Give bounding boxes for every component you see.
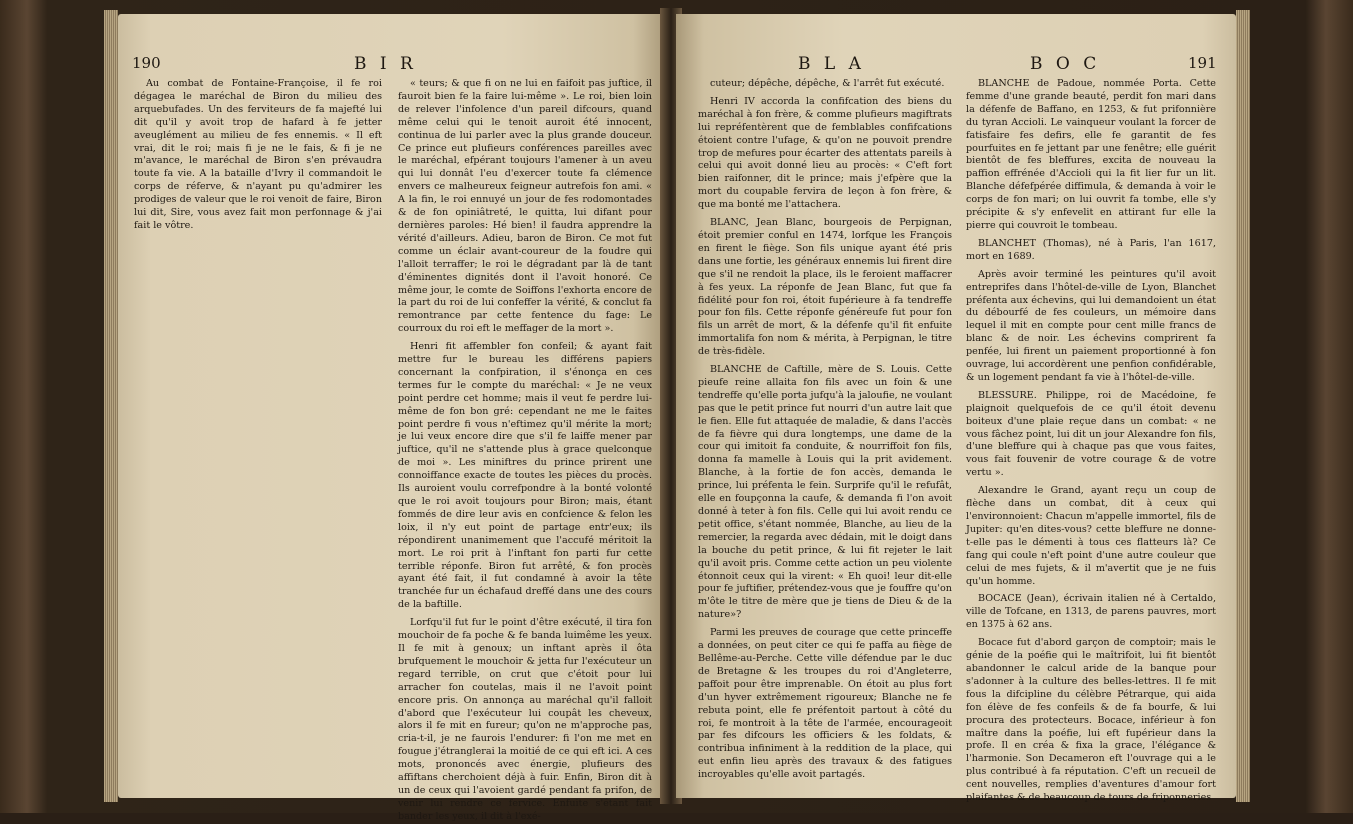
column-2 xyxy=(398,78,652,822)
paragraph: BLESSURE. Philippe, roi de Macédoine, fe plaignoit quelquefois de ce qu'il étoit devenu boiteux d'une plaie reçue dans un combat: « ne vous fâchez point, lui dit un jour Alexandre fon fils, d'une bleffure qui à chaque pas que vous faites, vous fait fouvenir de votre courage & de votre vertu ». xyxy=(966,389,1216,479)
column-2 xyxy=(966,78,1216,804)
paragraph: Parmi les preuves de courage que cette princeffe a données, on peut citer ce qui fe paffa au fiège de Bellême-au-Perche. Cette ville défendue par le duc de Bretagne & les troupes du roi d'Angleterre, paffoit pour être imprenable. On étoit au plus fort d'un hyver extrêmement rigoureux; Blanche ne fe rebuta point, elle fe préfentoit partout à côté du roi, fe montroit à la tête de l'armée, encourageoit par fes difcours les officiers & les foldats, & contribua infiniment à la reddition de la place, qui eut enfin lieu après des travaux & des fatigues incroyables qu'elle avoit partagés. xyxy=(698,627,952,781)
right-page xyxy=(676,14,1236,804)
paragraph: Alexandre le Grand, ayant reçu un coup de flèche dans un combat, dit à ceux qui l'environnoient: Chacun m'appelle immortel, fils de Jupiter: qu'en dites-vous? cette bleffure ne donne-t-elle pas le démenti à tous ces flatteurs là? Ce fang qui coule n'eft point d'une autre couleur que celui de mes fujets, & il m'avertit que je ne fuis qu'un homme. xyxy=(966,485,1216,587)
page-number: 191 xyxy=(1188,54,1217,72)
column-1 xyxy=(698,78,952,784)
paragraph: Lorfqu'il fut fur le point d'être exécuté, il tira fon mouchoir de fa poche & fe banda luimême les yeux. Il fe mit à genoux; un inftant après il ôta brufquement le mouchoir & jetta fur l'exécuteur un regard terrible, on crut que c'étoit pour lui arracher fon coutelas, mais il ne l'avoit point encore pris. On annonça au maréchal qu'il falloit d'abord que l'exécuteur lui coupât les cheveux, alors il fe mit en fureur; qu'on ne m'approche pas, cria-t-il, je ne faurois l'endurer: fi l'on me met en fougue j'étranglerai la moitié de ce qui eft ici. A ces mots, prononcés avec énergie, plufieurs des affiftans cherchoient déjà à fuir. Enfin, Biron dit à un de ceux qui l'avoient gardé pendant fa prifon, de venir lui rendre ce fervice. Enfuite s'étant fait bander les yeux, il dit à l'exé- xyxy=(398,617,652,822)
page-number: 190 xyxy=(132,54,161,72)
paragraph: Après avoir terminé les peintures qu'il avoit entreprifes dans l'hôtel-de-ville de Lyon, Blanchet préfenta aux échevins, qui lui demandoient un état du débourfé de fes couleurs, un mémoire dans lequel il mit en compte pour cent mille francs de blanc & de noir. Les échevins comprirent fa penfée, lui firent un paiement proportionné à fon ouvrage, lui accordèrent une penfion confidérable, & un logement pendant fa vie à l'hôtel-de-ville. xyxy=(966,268,1216,383)
running-head: B I R xyxy=(354,54,417,74)
paragraph: BLANCHE de Caftille, mère de S. Louis. Cette pieufe reine allaita fon fils avec un foin & une tendreffe qu'elle porta jufqu'à la jaloufie, ne voulant pas que le petit prince fut nourri d'un autre lait que le fien. Elle fut attaquée de maladie, & dans l'accès de fa fièvre qui dura longtemps, une dame de la cour qui imitoit fa conduite, & nourriffoit fon fils, donna fa mamelle à Louis qui la prit avidement. Blanche, à la fortie de fon accès, demanda le prince, lui préfenta le fein. Surprife qu'il le refufât, elle en foupçonna la caufe, & demanda fi l'on avoit donné à teter à fon fils. Celle qui lui avoit rendu ce petit office, s'étant nommée, Blanche, au lieu de la remercier, la regarda avec dédain, mit le doigt dans la bouche du petit prince, & lui fit rejeter le lait qu'il avoit pris. Comme cette action un peu violente étonnoit ceux qui la virent: « Eh quoi! leur dit-elle pour fe juftifier, prétendez-vous que je fouffre qu'on m'ôte le titre de mère que je tiens de Dieu & de la nature»? xyxy=(698,364,952,621)
paragraph: BLANC, Jean Blanc, bourgeois de Perpignan, étoit premier conful en 1474, lorfque les François en firent le fiège. Son fils unique ayant été pris dans une fortie, les généraux ennemis lui firent dire que s'il ne rendoit la place, ils le feroient maffacrer à fes yeux. La réponfe de Jean Blanc, fut que fa fidélité pour fon roi, étoit fupérieure à fa tendreffe pour fon fils. Cette réponfe généreufe fut pour fon fils un arrêt de mort, & la défenfe qu'il fit enfuite immortalifa fon nom & mérita, à Perpignan, le titre de très-fidèle. xyxy=(698,217,952,358)
page-edges-right xyxy=(1236,10,1250,802)
running-head-right: B O C xyxy=(1030,54,1101,74)
paragraph: cuteur; dépêche, dépêche, & l'arrêt fut exécuté. xyxy=(710,78,945,89)
paragraph: Henri IV accorda la confifcation des biens du maréchal à fon frère, & comme plufieurs magiftrats lui repréfentèrent que de femblables confifcations étoient contre l'ufage, & qu'on ne pouvoit prendre trop de mefures pour écarter des attentats pareils à celui qui avoit donné lieu au procès: « C'eft fort bien raifonner, dit le prince; mais j'efpère que la mort du coupable fervira de leçon à fon frère, & que ma bonté me l'attachera. xyxy=(698,95,952,211)
left-page xyxy=(118,14,666,822)
running-head-left: B L A xyxy=(798,54,865,74)
paragraph: Henri fit affembler fon confeil; & ayant fait mettre fur le bureau les différens papiers concernant la confpiration, il s'énonça en ces termes fur le compte du maréchal: « Je ne veux point perdre cet homme; mais il veut fe perdre lui-même de fon bon gré: cependant ne me le faites point perdre fi vous n'eftimez qu'il mérite la mort; je lui veux encore dire que s'il fe laiffe mener par juftice, qu'il ne s'attende plus à grace quelconque de moi ». Les miniftres du prince prirent une connoiffance exacte de toutes les pièces du procès. Ils auroient voulu correfpondre à la bonté volonté que le roi avoit toujours pour Biron; mais, étant fommés de dire leur avis en confcience & felon les loix, il n'y eut point de partage entr'eux; ils répondirent unanimement que l'accufé méritoit la mort. Le roi prit à l'inftant fon parti fur cette terrible réponfe. Biron fut arrêté, & fon procès ayant été fait, il fut condamné à avoir la tête tranchée fur un échafaud dreffé dans une des cours de la baftille. xyxy=(398,341,652,611)
paragraph: Bocace fut d'abord garçon de comptoir; mais le génie de la poéfie qui le maîtrifoit, lui fit bientôt abandonner le calcul aride de la banque pour s'adonner à la culture des belles-lettres. Il fe mit fous la difcipline du célèbre Pétrarque, qui aida fon élève de fes confeils & de fa bourfe, & lui procura des protecteurs. Bocace, inférieur à fon maître dans la poéfie, lui eft fupérieur dans la profe. Il en créa & fixa la grace, l'élégance & l'harmonie. Son Decameron eft l'ouvrage qui a le plus contribué à fa réputation. C'eft un recueil de cent nouvelles, remplies d'aventures d'amour fort plaifantes & de beaucoup de tours de friponneries xyxy=(966,637,1216,804)
page-edges-left xyxy=(104,10,118,802)
paragraph: BLANCHE de Padoue, nommée Porta. Cette femme d'une grande beauté, perdit fon mari dans la défenfe de Baffano, en 1253, & fut prifonnière du tyran Accioli. Le vainqueur voulant la forcer de fatisfaire fes defirs, elle fe garantit de fes pourfuites en fe jettant par une fenêtre; elle guérit bientôt de fes bleffures, excita de nouveau la paffion effrénée d'Accioli qui la fit lier fur un lit. Blanche défefpérée diffimula, & demanda à voir le corps de fon mari; on lui ouvrit fa tombe, elle s'y précipite & s'y enfevelit en attirant fur elle la pierre qui couvroit le tombeau. xyxy=(966,78,1216,231)
column-1 xyxy=(134,78,382,784)
paragraph: BLANCHET (Thomas), né à Paris, l'an 1617, mort en 1689. xyxy=(966,237,1216,262)
paragraph: Au combat de Fontaine-Françoise, il fe roi dégagea le maréchal de Biron du milieu des arquebufades. Un des ferviteurs de fa majefté lui dit qu'il y avoit trop de hafard à fe jetter aveuglément au milieu de fes ennemis. « Il eft vrai, dit le roi; mais fi je ne le fais, & fi je ne m'avance, le maréchal de Biron s'en prévaudra toute fa vie. A la bataille d'Ivry il commandoit le corps de réferve, & n'ayant pu qu'admirer les prodiges de valeur que le roi venoit de faire, Biron lui dit, Sire, vous avez fait mon perfonnage & j'ai fait le vôtre. xyxy=(134,78,382,231)
paragraph: « teurs; & que fi on ne lui en faifoit pas juftice, il fauroit bien fe la faire lui-même ». Le roi, bien loin de relever l'infolence d'un pareil difcours, quand même celui qui le tenoit auroit été innocent, continua de lui parler avec la plus grande douceur. Ce prince eut plufieurs conférences pareilles avec le maréchal, efpérant toujours l'amener à un aveu qui lui donnât l'eu d'exercer toute fa clémence envers ce malheureux feigneur autrefois fon ami. « A la fin, le roi ennuyé un jour de fes rodomontades & de fon opiniâtreté, le quitta, lui difant pour dernières paroles: Hé bien! il faudra apprendre la vérité d'ailleurs. Adieu, baron de Biron. Ce mot fut comme un éclair avant-coureur de la foudre qui l'alloit terraffer; le roi le dégradant par là de tant d'éminentes dignités dont il l'avoit honoré. Ce même jour, le comte de Soiffons l'exhorta encore de la part du roi de lui confeffer la vérité, & conclut fa remontrance par cette fentence du fage: Le courroux du roi eft le meffager de la mort ». xyxy=(398,78,652,335)
paragraph: BOCACE (Jean), écrivain italien né à Certaldo, ville de Tofcane, en 1313, de parens pauvres, mort en 1375 à 62 ans. xyxy=(966,593,1216,631)
